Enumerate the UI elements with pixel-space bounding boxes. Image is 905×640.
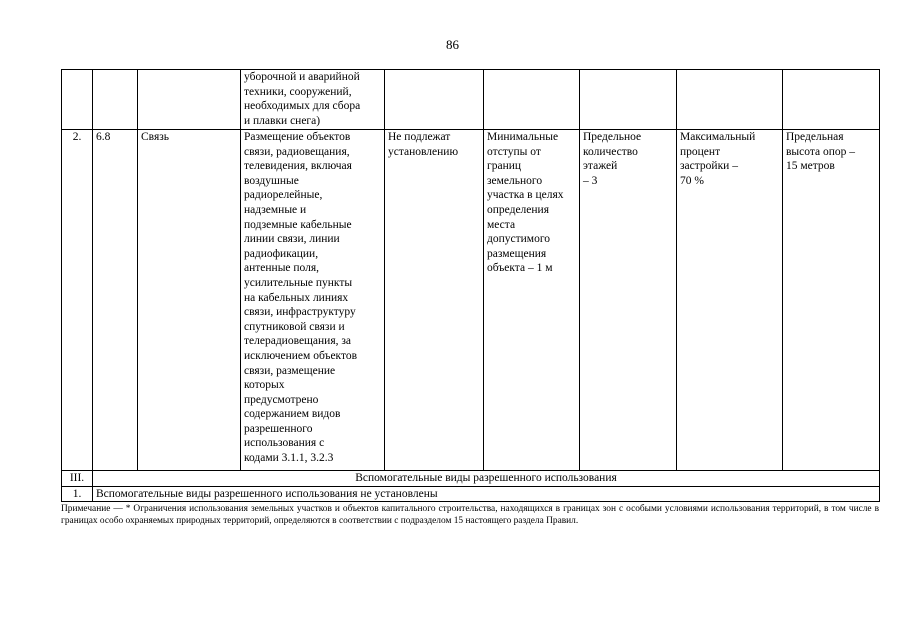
row-name: Связь [138, 130, 241, 471]
row-setback: Минимальные отступы от границ земельного участка в целях определения места допустимого размещения объекта – 1 м [484, 130, 580, 471]
row-coverage [677, 70, 783, 130]
row-floors [580, 70, 677, 130]
row-floors: Предельное количество этажей – 3 [580, 130, 677, 471]
row-coverage: Максимальный процент застройки – 70 % [677, 130, 783, 471]
row-size [385, 70, 484, 130]
section-number: III. [62, 471, 93, 487]
row-code [93, 70, 138, 130]
page-number: 86 [446, 37, 459, 52]
row-description: Размещение объектов связи, радиовещания, телевидения, включая воздушные радиорелейные, надземные и подземные кабельные линии связи, линии радиофикации, антенные поля, усилительные пункты на кабельных линиях связи, инфраструктуру спутниковой связи и телерадиовещания, за исключением объектов связи, размещение которых предусмотрено содержанием видов разрешенного использования с кодами 3.1.1, 3.2.3 [241, 130, 385, 471]
section-title: Вспомогательные виды разрешенного использования [93, 471, 880, 487]
row-other: Предельная высота опор – 15 метров [783, 130, 880, 471]
section-item-number: 1. [62, 486, 93, 502]
section-item-text: Вспомогательные виды разрешенного использования не установлены [93, 486, 880, 502]
row-setback [484, 70, 580, 130]
row-code: 6.8 [93, 130, 138, 471]
regulations-table [61, 69, 880, 502]
row-description: уборочной и аварийной техники, сооружений, необходимых для сбора и плавки снега) [241, 70, 385, 130]
row-name [138, 70, 241, 130]
footnote: Примечание — * Ограничения использования земельных участков и объектов капитального строительства, находящихся в границах зон с особыми условиями использования территорий, в том числе в границах особо охраняемых природных территорий, определяются в соответствии с подразделом 15 настоящего раздела Правил. [61, 504, 879, 527]
row-size: Не подлежат установлению [385, 130, 484, 471]
row-number [62, 70, 93, 130]
table-row [62, 70, 880, 130]
section-item-row [62, 486, 880, 502]
table-row [62, 130, 880, 471]
row-other [783, 70, 880, 130]
row-number: 2. [62, 130, 93, 471]
section-row [62, 471, 880, 487]
